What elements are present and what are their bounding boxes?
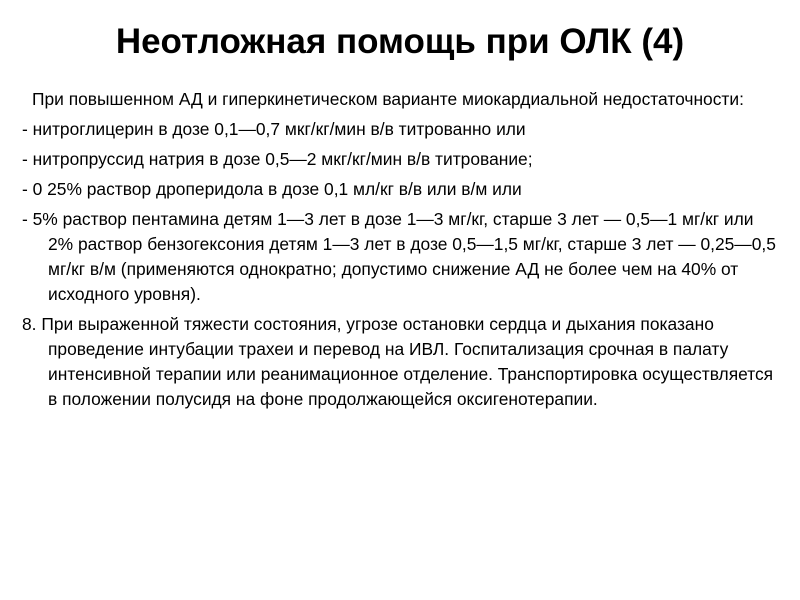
- paragraph-droperidol: - 0 25% раствор дроперидола в дозе 0,1 мл/кг в/в или в/м или: [22, 179, 522, 199]
- slide-body: [22, 87, 782, 417]
- paragraph-intro: При повышенном АД и гиперкинетическом варианте миокардиальной недостаточности:: [32, 89, 744, 109]
- paragraph-pentamine: - 5% раствор пентамина детям 1—3 лет в дозе 1—3 мг/кг, старше 3 лет — 0,5—1 мг/кг или 2% раствор бензогексония детям 1—3 лет в дозе 0,5—1,5 мг/кг, старше 3 лет — 0,25—0,5 мг/кг в/м (применяются однократно; допустимо снижение АД не более чем на 40% от исходного уровня).: [22, 209, 776, 304]
- paragraph-step-8: 8. При выраженной тяжести состояния, угрозе остановки сердца и дыхания показано проведение интубации трахеи и перевод на ИВЛ. Госпитализация срочная в палату интенсивной терапии или реанимационное отделение. Транспортировка осуществляется в положении полусидя на фоне продолжающейся оксигенотерапии.: [22, 314, 774, 409]
- paragraph-nitroprusside: - нитропруссид натрия в дозе 0,5—2 мкг/кг/мин в/в титрование;: [22, 149, 533, 169]
- paragraph-nitroglycerin: - нитроглицерин в дозе 0,1—0,7 мкг/кг/мин в/в титрованно или: [22, 119, 526, 139]
- slide-title: Неотложная помощь при ОЛК (4): [115, 22, 685, 61]
